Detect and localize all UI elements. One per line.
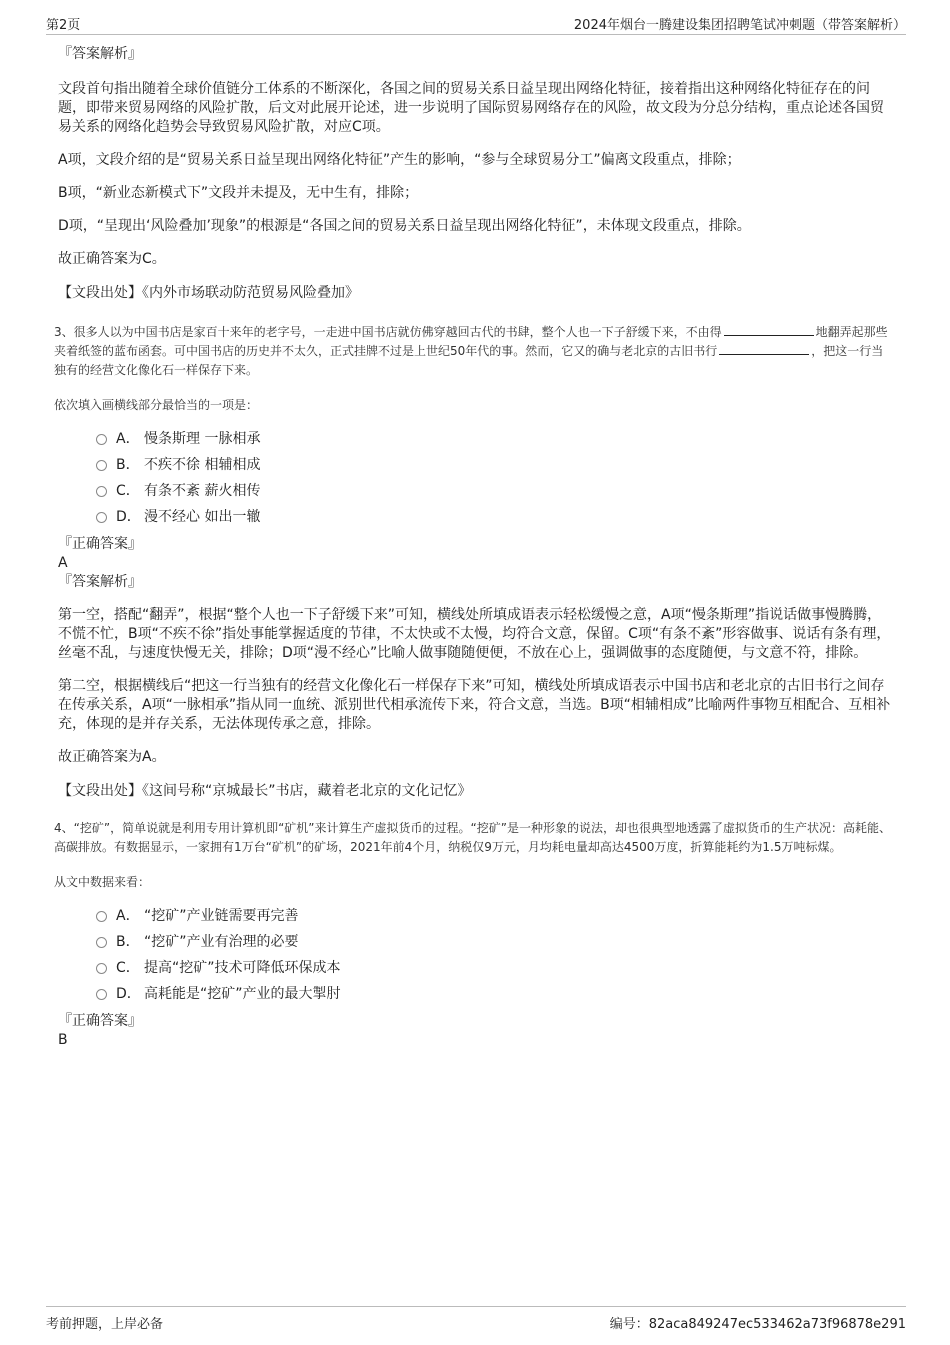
q3-source: 【文段出处】《这间号称“京城最长”书店，藏着老北京的文化记忆》 (58, 783, 472, 799)
page-content (54, 44, 894, 1049)
q4-prompt: 从文中数据来看： (54, 875, 151, 889)
q3-answer-label: 『正确答案』 (58, 536, 142, 552)
footer-slogan: 考前押题，上岸必备 (46, 1317, 164, 1332)
q4-question-text: 4、“挖矿”，简单说就是利用专用计算机即“矿机”来计算生产虚拟货币的过程。“挖矿”是一种形象的说法，却也很典型地透露了虚拟货币的生产状况：高耗能、高碳排放。有数据显示，一家拥有1万台“矿机”的矿场，2021年前4个月，纳税仅9万元，月均耗电量却高达4500万度，折算能耗约为1.5万吨标煤。 (54, 821, 891, 854)
radio-icon[interactable] (96, 486, 107, 497)
q2-analysis-paragraph-4: D项，“呈现出‘风险叠加’现象”的根源是“各国之间的贸易关系日益呈现出网络化特征”，未体现文段重点，排除。 (58, 218, 751, 234)
radio-icon[interactable] (96, 512, 107, 523)
q4-options (58, 903, 894, 1007)
q3-option-a[interactable]: A． 慢条斯理 一脉相承 (58, 426, 894, 452)
q4-option-d[interactable]: D． 高耗能是“挖矿”产业的最大掣肘 (58, 981, 894, 1007)
q3-question-text (54, 323, 894, 380)
q3-option-d[interactable]: D． 漫不经心 如出一辙 (58, 504, 894, 530)
q3-analysis-paragraph-1: 第一空，搭配“翻弄”，根据“整个人也一下子舒缓下来”可知，横线处所填成语表示轻松缓慢之意，A项“慢条斯理”指说话做事慢腾腾，不慌不忙，B项“不疾不徐”指处事能掌握适度的节律，不太快或不太慢，均符合文意，保留。C项“有条不紊”形容做事、说话有条有理，丝毫不乱，与速度快慢无关，排除；D项“漫不经心”比喻人做事随随便便，不放在心上，强调做事的态度随便，与文意不符，排除。 (58, 607, 891, 661)
q3-blank-2 (719, 342, 809, 355)
q4-option-c[interactable]: C． 提高“挖矿”技术可降低环保成本 (58, 955, 894, 981)
q3-option-b[interactable]: B． 不疾不徐 相辅相成 (58, 452, 894, 478)
radio-icon[interactable] (96, 434, 107, 445)
q3-text-part-3: ，把这一行当独有的经营文化像化石一样保存下来。 (54, 344, 884, 377)
q3-option-c[interactable]: C． 有条不紊 薪火相传 (58, 478, 894, 504)
radio-icon[interactable] (96, 460, 107, 471)
q3-prompt: 依次填入画横线部分最恰当的一项是： (54, 398, 259, 412)
radio-icon[interactable] (96, 911, 107, 922)
q2-analysis-paragraph-1: 文段首句指出随着全球价值链分工体系的不断深化，各国之间的贸易关系日益呈现出网络化特征，接着指出这种网络化特征存在的问题，即带来贸易网络的风险扩散，后文对此展开论述，进一步说明了国际贸易网络存在的风险，故文段为分总分结构，重点论述各国贸易关系的网络化趋势会导致贸易风险扩散，对应C项。 (58, 81, 884, 135)
q4-option-a[interactable]: A． “挖矿”产业链需要再完善 (58, 903, 894, 929)
q2-analysis-paragraph-5: 故正确答案为C。 (58, 251, 166, 267)
q2-analysis-paragraph-3: B项，“新业态新模式下”文段并未提及，无中生有，排除； (58, 185, 419, 201)
page-number: 第2页 (46, 18, 81, 33)
q4-answer-label: 『正确答案』 (58, 1013, 142, 1029)
q3-analysis-paragraph-2: 第二空，根据横线后“把这一行当独有的经营文化像化石一样保存下来”可知，横线处所填成语表示中国书店和老北京的古旧书行之间存在传承关系，A项“一脉相承”指从同一血统、派别世代相承流传下来，符合文意，当选。B项“相辅相成”比喻两件事物互相配合、互相补充，体现的是并存关系，无法体现传承之意，排除。 (58, 678, 891, 732)
q4-answer-value: B (58, 1032, 68, 1048)
radio-icon[interactable] (96, 989, 107, 1000)
q3-options (58, 426, 894, 530)
q3-blank-1 (724, 323, 814, 336)
q3-analysis-label: 『答案解析』 (58, 574, 142, 590)
q3-answer-value: A (58, 555, 68, 571)
radio-icon[interactable] (96, 963, 107, 974)
document-title: 2024年烟台一腾建设集团招聘笔试冲刺题（带答案解析） (573, 18, 906, 33)
q2-source: 【文段出处】《内外市场联动防范贸易风险叠加》 (58, 285, 359, 301)
page-header (46, 12, 906, 35)
page-footer (46, 1306, 906, 1331)
q3-analysis-paragraph-3: 故正确答案为A。 (58, 749, 166, 765)
radio-icon[interactable] (96, 937, 107, 948)
q3-text-part-2: 地翻弄起那些夹着纸签的蓝布函套。可中国书店的历史并不太久，正式挂牌不过是上世纪50年代的事。然而，它又的确与老北京的古旧书行 (54, 325, 888, 358)
q4-option-b[interactable]: B． “挖矿”产业有治理的必要 (58, 929, 894, 955)
q3-text-part-1: 3、很多人以为中国书店是家百十来年的老字号，一走进中国书店就仿佛穿越回古代的书肆，整个人也一下子舒缓下来，不由得 (54, 325, 722, 339)
q2-analysis-label: 『答案解析』 (58, 46, 142, 62)
q2-analysis-paragraph-2: A项，文段介绍的是“贸易关系日益呈现出网络化特征”产生的影响，“参与全球贸易分工”偏离文段重点，排除； (58, 152, 741, 168)
document-code: 编号：82aca849247ec533462a73f96878e291 (609, 1317, 906, 1332)
